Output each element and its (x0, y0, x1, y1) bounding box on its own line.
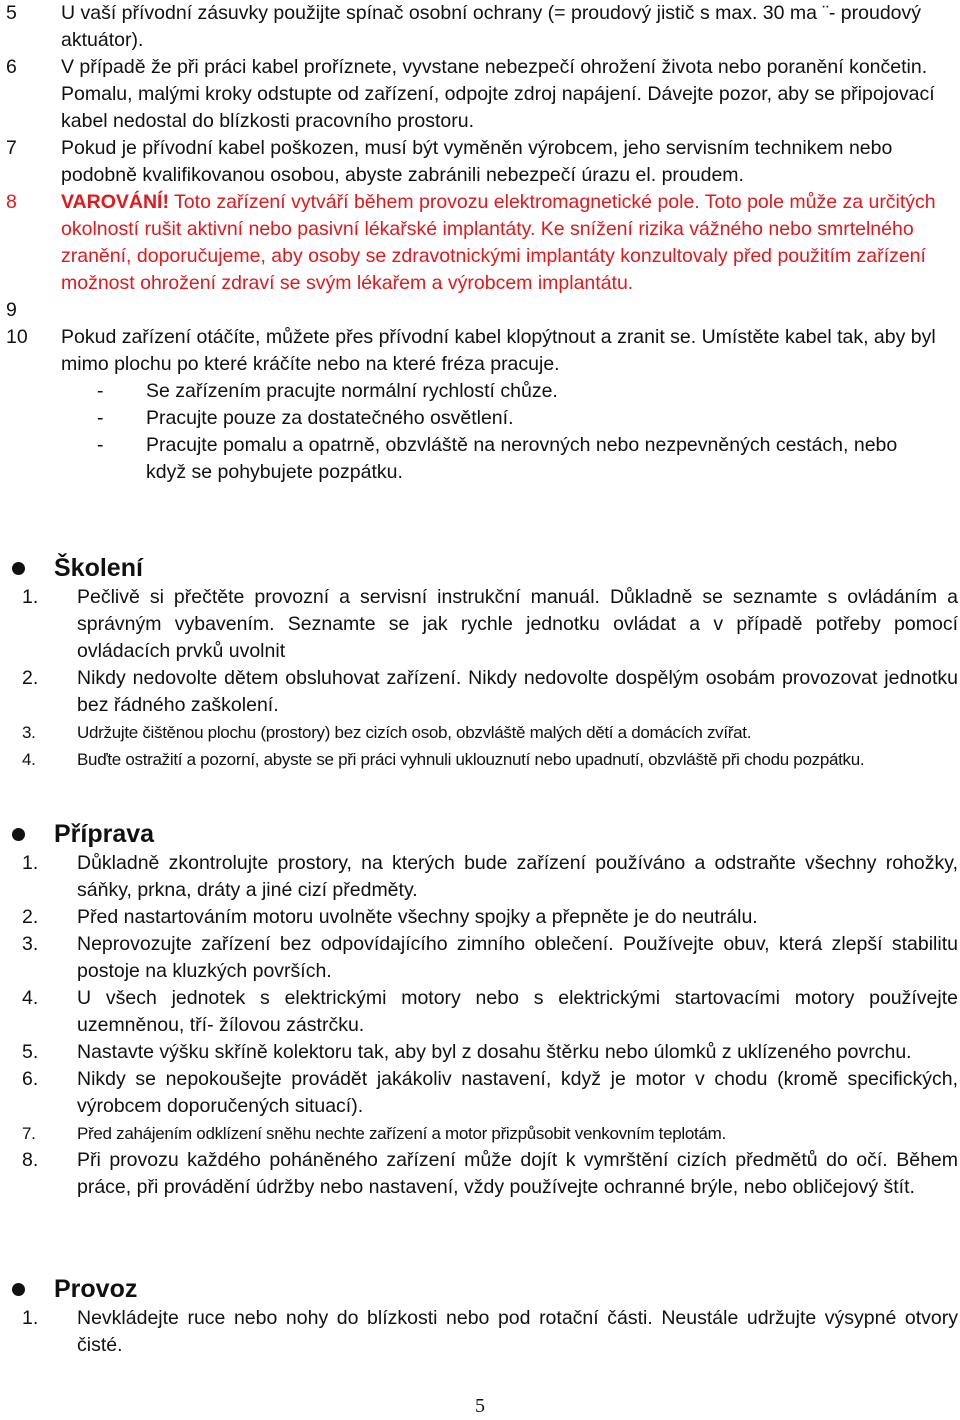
item-number: 5 (6, 2, 17, 24)
list-item (22, 665, 960, 719)
list-item (22, 1305, 960, 1359)
bullet-icon (12, 1283, 25, 1296)
item-text (61, 297, 960, 324)
item-text: Buďte ostražití a pozorní, abyste se při práci vyhnuli uklouznutí nebo upadnutí, obzvláště při chodu pozpátku. (77, 750, 865, 769)
section-heading (9, 818, 960, 850)
item-number: 8 (6, 191, 17, 213)
list-item (22, 931, 960, 985)
list-item (6, 297, 960, 324)
list-item (22, 584, 960, 665)
dash-marker: - (97, 380, 104, 402)
sub-item-text: Pracujte pomalu a opatrně, obzvláště na nerovných nebo nezpevněných cestách, nebo když se pohybujete pozpátku. (146, 434, 898, 483)
list-item (6, 135, 960, 189)
list-item (6, 0, 960, 54)
item-number: 3. (22, 723, 36, 742)
item-text: U všech jednotek s elektrickými motory nebo s elektrickými startovacími motory používejte uzemněnou, tří- žílovou zástrčku. (77, 987, 958, 1036)
item-number: 9 (6, 299, 17, 321)
safety-items-block (0, 0, 960, 486)
item-number: 1. (22, 586, 39, 608)
warning-text: Toto zařízení vytváří během provozu elektromagnetické pole. Toto pole může za určitých okolností rušit aktivní nebo pasivní lékařské implantáty. Ke snížení rizika vážného nebo smrtelného zranění, doporučujeme, aby osoby se zdravotnickými implantáty konzultovaly před použitím zařízení možnost ohrožení zdraví se svým lékařem a výrobcem implantátu. (61, 191, 936, 294)
item-number: 1. (22, 852, 39, 874)
item-text: Při provozu každého poháněného zařízení může dojít k vymrštění cizích předmětů do očí. Během práce, při provádění údržby nebo nastavení, vždy používejte ochranné brýle, nebo obličejový štít. (77, 1149, 958, 1198)
sub-item-text: Se zařízením pracujte normální rychlostí chůze. (146, 380, 558, 402)
item-number: 6. (22, 1068, 39, 1090)
dash-marker: - (97, 407, 104, 429)
item-text: U vaší přívodní zásuvky použijte spínač osobní ochrany (= proudový jistič s max. 30 ma ¨- proudový aktuátor). (61, 2, 922, 51)
list-item (22, 746, 960, 773)
item-number: 2. (22, 667, 39, 689)
item-text: Neprovozujte zařízení bez odpovídajícího zimního oblečení. Používejte obuv, která zlepší stabilitu postoje na kluzkých površích. (77, 933, 958, 982)
warning-label: VAROVÁNÍ! (61, 191, 169, 213)
list-item (22, 1147, 960, 1201)
section-operation (0, 1273, 960, 1359)
item-number: 2. (22, 906, 39, 928)
item-number: 6 (6, 56, 17, 78)
sub-item-text: Pracujte pouze za dostatečného osvětlení. (146, 407, 514, 429)
item-number: 3. (22, 933, 39, 955)
warning-item (6, 189, 960, 297)
list-item (22, 1120, 960, 1147)
page-number: 5 (475, 1395, 485, 1417)
list-item (22, 1039, 960, 1066)
item-number: 4. (22, 750, 36, 769)
item-text: Nastavte výšku skříně kolektoru tak, aby byl z dosahu štěrku nebo úlomků z uklízeného povrchu. (77, 1041, 912, 1063)
item-number: 7. (22, 1124, 36, 1143)
item-number: 8. (22, 1149, 39, 1171)
item-text: Nevkládejte ruce nebo nohy do blízkosti nebo pod rotační části. Neustále udržujte výsypné otvory čisté. (77, 1307, 958, 1356)
sub-list-item (97, 378, 960, 405)
list-item (22, 904, 960, 931)
list-item (22, 985, 960, 1039)
item-text: Nikdy nedovolte dětem obsluhovat zařízení. Nikdy nedovolte dospělým osobám provozovat jednotku bez řádného zaškolení. (77, 667, 958, 716)
section-preparation (0, 818, 960, 1201)
list-item (6, 324, 960, 378)
warning-text-block (61, 189, 960, 297)
item-text: Udržujte čištěnou plochu (prostory) bez cizích osob, obzvláště malých dětí a domácích zvířat. (77, 723, 752, 742)
sub-list-item (97, 405, 960, 432)
item-text: V případě že při práci kabel proříznete, vyvstane nebezpečí ohrožení života nebo poranění končetin. Pomalu, malými kroky odstupte od zařízení, odpojte zdroj napájení. Dávejte pozor, aby se připojovací kabel nedostal do blízkosti pracovního prostoru. (61, 56, 935, 132)
item-number: 7 (6, 137, 17, 159)
item-number: 4. (22, 987, 39, 1009)
section-title: Příprava (54, 820, 155, 848)
bullet-icon (12, 828, 25, 841)
list-item (22, 850, 960, 904)
sub-list-item (97, 432, 960, 486)
bullet-icon (12, 562, 25, 575)
item-text: Pečlivě si přečtěte provozní a servisní instrukční manuál. Důkladně se seznamte s ovládáním a správným vybavením. Seznamte se jak rychle jednotku ovládat a v případě potřeby pomocí ovládacích prvků uvolnit (77, 586, 958, 662)
item-number: 10 (6, 326, 28, 348)
section-title: Provoz (54, 1275, 138, 1303)
section-title: Školení (54, 554, 143, 582)
list-item (6, 54, 960, 135)
item-text: Pokud je přívodní kabel poškozen, musí být vyměněn výrobcem, jeho servisním technikem nebo podobně kvalifikovanou osobou, abyste zabránili nebezpečí úrazu el. proudem. (61, 137, 893, 186)
dash-marker: - (97, 434, 104, 456)
item-text: Nikdy se nepokoušejte provádět jakákoliv nastavení, když je motor v chodu (kromě specifických, výrobcem doporučených situací). (77, 1068, 958, 1117)
list-item (22, 719, 960, 746)
item-text: Důkladně zkontrolujte prostory, na kterých bude zařízení používáno a odstraňte všechny rohožky, sáňky, prkna, dráty a jiné cizí předměty. (77, 852, 958, 901)
item-text: Před nastartováním motoru uvolněte všechny spojky a přepněte je do neutrálu. (77, 906, 758, 928)
item-number: 1. (22, 1307, 39, 1329)
section-heading (9, 552, 960, 584)
item-number: 5. (22, 1041, 39, 1063)
section-training (0, 552, 960, 773)
list-item (22, 1066, 960, 1120)
item-text: Pokud zařízení otáčíte, můžete přes přívodní kabel klopýtnout a zranit se. Umístěte kabel tak, aby byl mimo plochu po které kráčíte nebo na které fréza pracuje. (61, 326, 936, 375)
item-text: Před zahájením odklízení sněhu nechte zařízení a motor přizpůsobit venkovním teplotám. (77, 1124, 726, 1143)
section-heading (9, 1273, 960, 1305)
